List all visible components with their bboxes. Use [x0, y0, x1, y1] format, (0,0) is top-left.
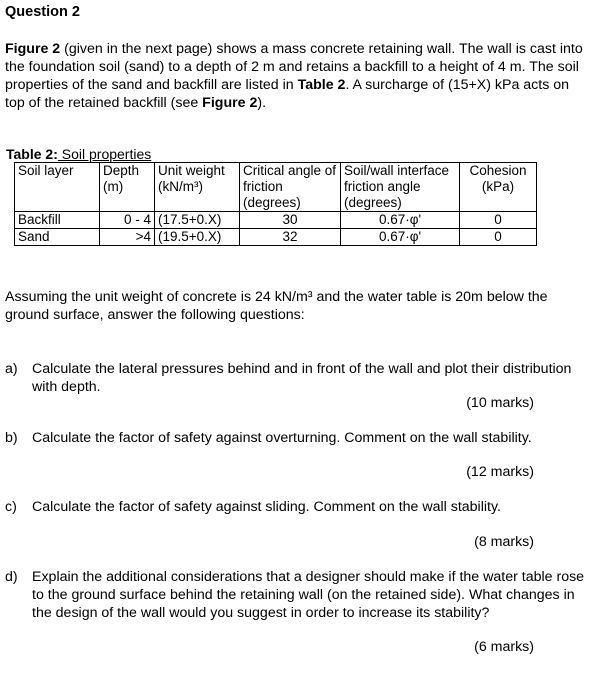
intro-text-3: ). [257, 95, 267, 111]
header-cohesion: Cohesion (kPa) [460, 163, 537, 212]
question-title: Question 2 [5, 4, 80, 20]
marks-b: (12 marks) [466, 464, 534, 480]
table-row [15, 229, 537, 246]
intro-text-2: . A surcharge of (15+X) kPa acts on top of the retained backfill (see [5, 77, 570, 111]
question-label: b) [5, 430, 18, 446]
question-text: Calculate the factor of safety against sliding. Comment on the wall stability. [32, 499, 501, 515]
question-text: Calculate the factor of safety against overturning. Comment on the wall stability. [32, 430, 532, 446]
table-reference: Table 2 [297, 77, 346, 93]
question-a [5, 360, 585, 396]
question-label: c) [5, 499, 17, 515]
header-soil-layer: Soil layer [15, 163, 100, 212]
cell-depth: >4 [100, 229, 155, 246]
cell-interface: 0.67·φ' [341, 229, 460, 246]
question-c [5, 498, 585, 516]
cell-layer: Sand [15, 229, 100, 246]
assumption-paragraph: Assuming the unit weight of concrete is 24 kN/m³ and the water table is 20m below the ground surface, answer the following questions: [5, 289, 548, 323]
cell-interface: 0.67·φ' [341, 212, 460, 229]
intro-paragraph [5, 40, 585, 112]
question-text: Calculate the lateral pressures behind and in front of the wall and plot their distribution with depth. [32, 361, 572, 395]
header-unit-weight: Unit weight (kN/m³) [155, 163, 240, 212]
intro-text-1: (given in the next page) shows a mass concrete retaining wall. The wall is cast into the foundation soil (sand) to a depth of 2 m and retains a backfill to a height of 4 m. The soil properties of the sand and backfill are listed in [5, 41, 583, 93]
cell-depth: 0 - 4 [100, 212, 155, 229]
soil-properties-table [14, 162, 537, 246]
marks-a: (10 marks) [466, 395, 534, 411]
header-depth: Depth (m) [100, 163, 155, 212]
cell-unit-weight: (17.5+0.X) [155, 212, 240, 229]
table-caption: Table 2: Soil properties [6, 146, 152, 162]
cell-cohesion: 0 [460, 229, 537, 246]
cell-cohesion: 0 [460, 212, 537, 229]
marks-c: (8 marks) [474, 534, 534, 550]
cell-unit-weight: (19.5+0.X) [155, 229, 240, 246]
table-header-row [15, 163, 537, 212]
header-friction-angle: Critical angle of friction (degrees) [240, 163, 341, 212]
question-d [5, 568, 585, 640]
question-text: Explain the additional considerations that a designer should make if the water table rose to the ground surface behind the retaining wall (on the retained side). What changes in the design of the wall would you suggest in order to increase its stability? [32, 569, 585, 621]
cell-friction: 30 [240, 212, 341, 229]
figure-reference: Figure 2 [5, 41, 61, 57]
question-label: d) [5, 569, 18, 585]
marks-d: (6 marks) [474, 639, 534, 655]
figure-reference-2: Figure 2 [202, 95, 258, 111]
question-label: a) [5, 361, 18, 377]
cell-friction: 32 [240, 229, 341, 246]
cell-layer: Backfill [15, 212, 100, 229]
table-row [15, 212, 537, 229]
question-b [5, 429, 585, 447]
header-interface-friction: Soil/wall interface friction angle (degrees) [341, 163, 460, 212]
